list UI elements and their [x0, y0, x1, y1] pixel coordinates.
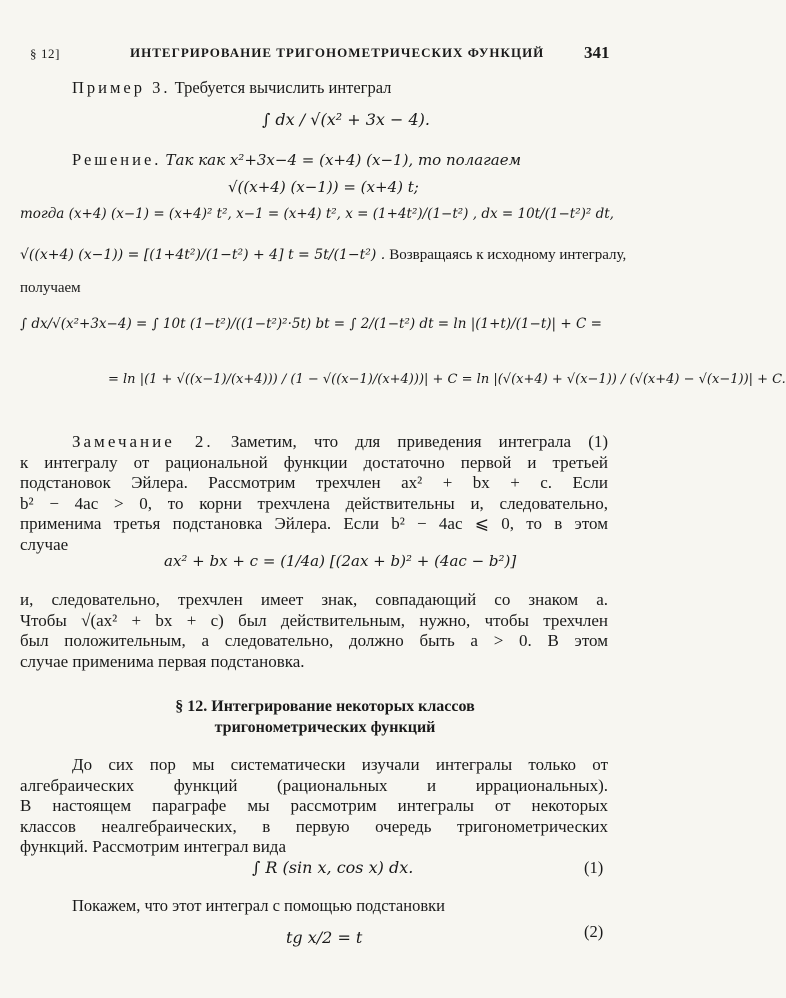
equation-2-number: (2) — [584, 922, 604, 941]
remark-label: Замечание 2. — [72, 432, 214, 451]
remark-after-line: был положительным, а следовательно, должно быть a > 0. В этом — [20, 631, 608, 650]
intro-line: функций. Рассмотрим интеграл вида — [20, 837, 286, 856]
solution-text: Так как x²+3x−4 = (x+4) (x−1), то полагаем — [165, 151, 522, 169]
solution-label: Решение. — [72, 150, 162, 169]
section-title-line-2: тригонометрических функций — [214, 719, 436, 736]
show-text: Покажем, что этот интеграл с помощью подстановки — [72, 896, 445, 915]
section-intro-paragraph — [20, 755, 608, 858]
example-text: Требуется вычислить интеграл — [174, 78, 392, 97]
remark-line: b² − 4ac > 0, то корни трехчлена действительны и, следовательно, — [20, 493, 608, 513]
header-running-title: ИНТЕГРИРОВАНИЕ ТРИГОНОМЕТРИЧЕСКИХ ФУНКЦИЙ — [130, 45, 545, 60]
remark-conclusion — [20, 590, 608, 672]
substitution-formula: √((x+4) (x−1)) = (x+4) t; — [228, 178, 419, 196]
chain-formula-line-2: = ln |(1 + √((x−1)/(x+4))) / (1 − √((x−1)/(x+4)))| + C = ln |(√(x+4) + √(x−1)) / (√(x+4) − √(x−1))| + C. — [108, 372, 786, 387]
intro-line: В настоящем параграфе мы рассмотрим интегралы от некоторых — [20, 796, 608, 815]
remark-line: применима третья подстановка Эйлера. Если b² − 4ac ⩽ 0, то в этом — [20, 514, 608, 533]
header-section-ref: § 12] — [30, 46, 61, 61]
page-number: 341 — [584, 43, 610, 62]
example-label: Пример 3. — [72, 78, 171, 97]
section-title-line-1: § 12. Интегрирование некоторых классов — [175, 698, 475, 715]
remark-paragraph — [20, 432, 609, 555]
chain-formula-line-1: ∫ dx/√(x²+3x−4) = ∫ 10t (1−t²)/((1−t²)²·5t) bt = ∫ 2/(1−t²) dt = ln |(1+t)/(1−t)| + C = — [20, 316, 602, 332]
remark-line: случае — [20, 534, 69, 554]
root-formula-line — [20, 246, 626, 264]
intro-line: алгебраических функций (рациональных и иррациональных). — [20, 775, 608, 795]
remark-formula: ax² + bx + c = (1/4a) [(2ax + b)² + (4ac − b²)] — [164, 552, 517, 570]
remark-line: подстановок Эйлера. Рассмотрим трехчлен ax² + bx + c. Если — [20, 473, 608, 492]
remark-after-line: и, следовательно, трехчлен имеет знак, совпадающий со знаком a. — [20, 590, 608, 609]
example-integral: ∫ dx / √(x² + 3x − 4). — [262, 110, 430, 129]
remark-line: Замечание 2. Заметим, что для приведения интеграла (1) — [72, 432, 609, 451]
equation-2: tg x/2 = t — [286, 928, 363, 947]
remark-after-line: случае применима первая подстановка. — [20, 651, 305, 671]
obtain-text: получаем — [20, 280, 81, 296]
remark-line: к интегралу от рациональной функции достаточно первой и третьей — [20, 452, 608, 472]
solution-line — [72, 150, 521, 170]
returning-text: Возвращаясь к исходному интегралу, — [389, 247, 627, 263]
example-intro — [72, 78, 391, 98]
remark-after-line: Чтобы √(ax² + bx + c) был действительным, нужно, чтобы трехчлен — [20, 610, 608, 630]
equation-1-number: (1) — [584, 858, 604, 877]
then-formula-line: тогда (x+4) (x−1) = (x+4)² t², x−1 = (x+4) t², x = (1+4t²)/(1−t²) , dx = 10t/(1−t²)² dt, — [20, 206, 614, 222]
root-formula: √((x+4) (x−1)) = [(1+4t²)/(1−t²) + 4] t = 5t/(1−t²) . — [20, 247, 386, 263]
intro-line: До сих пор мы систематически изучали интегралы только от — [72, 755, 608, 774]
intro-line: классов неалгебраических, в первую очередь тригонометрических — [20, 816, 608, 836]
equation-1: ∫ R (sin x, cos x) dx. — [252, 858, 414, 877]
